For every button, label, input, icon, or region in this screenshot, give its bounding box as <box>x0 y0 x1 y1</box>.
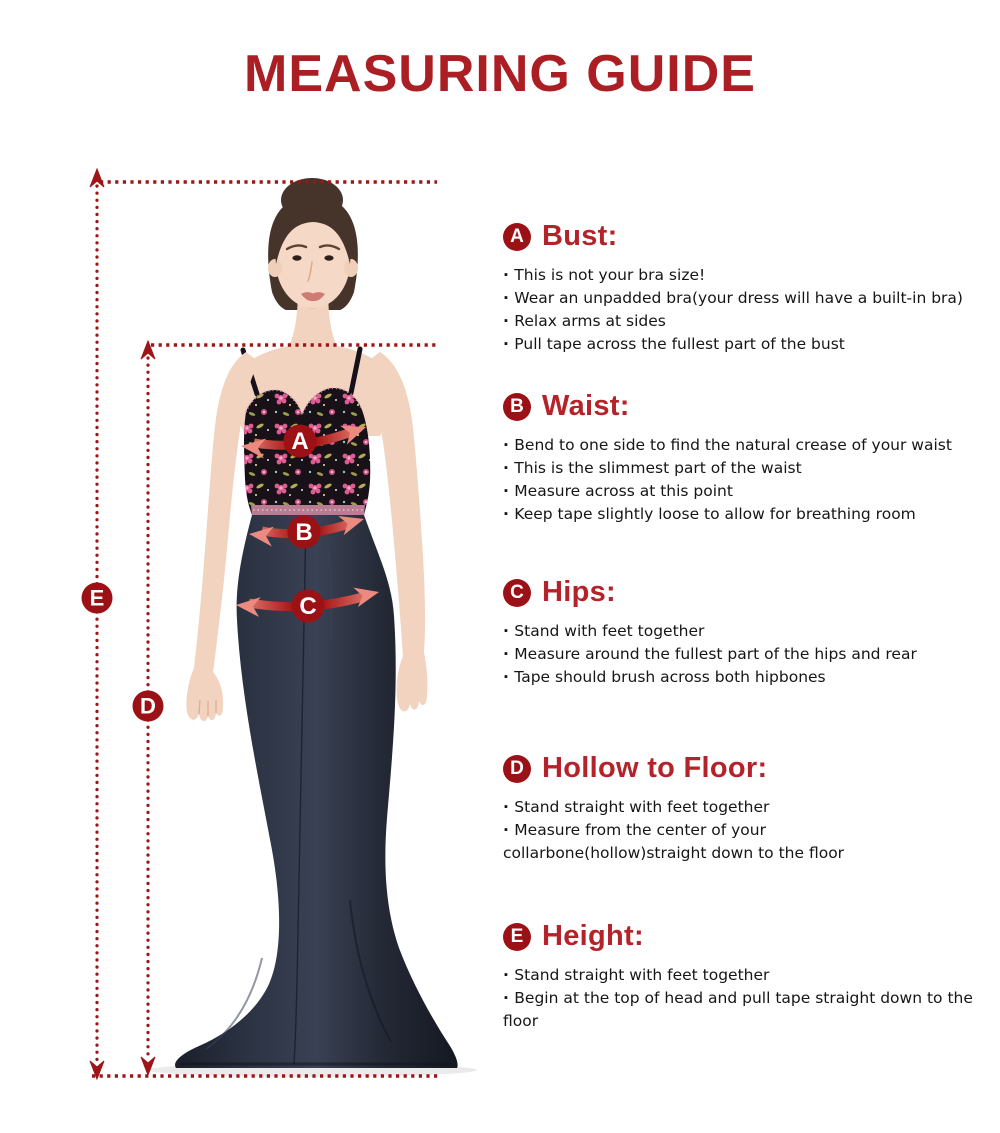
bust-marker-badge <box>284 425 317 458</box>
bullet-item: · Wear an unpadded bra(your dress will have a built-in bra) <box>503 287 973 310</box>
bullet-item: · Measure across at this point <box>503 480 973 503</box>
hips-bullet-list <box>503 620 973 689</box>
hips-marker-letter: C <box>299 593 317 620</box>
bullet-item: · Measure around the fullest part of the hips and rear <box>503 643 973 666</box>
hips-heading: Hips: <box>542 576 616 608</box>
hollow-to-floor-marker-badge <box>133 691 164 722</box>
waist-marker-badge <box>288 516 321 549</box>
bullet-item: · Measure from the center of your collarbone(hollow)straight down to the floor <box>503 819 973 865</box>
right-hand <box>397 652 428 712</box>
bullet-item: · Tape should brush across both hipbones <box>503 666 973 689</box>
height-marker-badge <box>82 583 113 614</box>
hips-marker-badge <box>292 590 325 623</box>
section-height-header <box>503 920 973 953</box>
hips-badge: C <box>503 579 531 607</box>
height-badge: E <box>503 923 531 951</box>
section-waist-header <box>503 390 973 423</box>
bust-heading: Bust: <box>542 220 618 252</box>
bullet-item: · This is not your bra size! <box>503 264 973 287</box>
height-bullet-list <box>503 964 973 1033</box>
hollow-to-floor-bullet-list <box>503 796 973 865</box>
bullet-item: · Bend to one side to find the natural crease of your waist <box>503 434 973 457</box>
section-bust <box>503 220 973 356</box>
height-heading: Height: <box>542 920 644 952</box>
bullet-item: · Pull tape across the fullest part of the bust <box>503 333 973 356</box>
section-hollow-to-floor <box>503 752 973 865</box>
page-title: MEASURING GUIDE <box>244 45 756 103</box>
hollow-to-floor-marker-letter: D <box>140 693 156 719</box>
section-hips-header <box>503 576 973 609</box>
hollow-to-floor-heading: Hollow to Floor: <box>542 752 768 784</box>
bullet-item: · Relax arms at sides <box>503 310 973 333</box>
bullet-item: · Begin at the top of head and pull tape straight down to the floor <box>503 987 973 1033</box>
height-marker-letter: E <box>89 585 105 611</box>
model-illustration <box>147 178 477 1077</box>
bullet-item: · This is the slimmest part of the waist <box>503 457 973 480</box>
bust-badge: A <box>503 223 531 251</box>
left-hand <box>186 668 223 721</box>
bullet-item: · Stand straight with feet together <box>503 796 973 819</box>
section-hollow-to-floor-header <box>503 752 973 785</box>
waist-heading: Waist: <box>542 390 630 422</box>
section-waist <box>503 390 973 526</box>
hollow-to-floor-badge: D <box>503 755 531 783</box>
waist-bullet-list <box>503 434 973 526</box>
section-hips <box>503 576 973 689</box>
bust-bullet-list <box>503 264 973 356</box>
bust-marker-letter: A <box>291 428 309 455</box>
bullet-item: · Stand with feet together <box>503 620 973 643</box>
section-bust-header <box>503 220 973 253</box>
bullet-item: · Stand straight with feet together <box>503 964 973 987</box>
waist-badge: B <box>503 393 531 421</box>
bullet-item: · Keep tape slightly loose to allow for breathing room <box>503 503 973 526</box>
section-height <box>503 920 973 1033</box>
waist-marker-letter: B <box>295 519 313 546</box>
